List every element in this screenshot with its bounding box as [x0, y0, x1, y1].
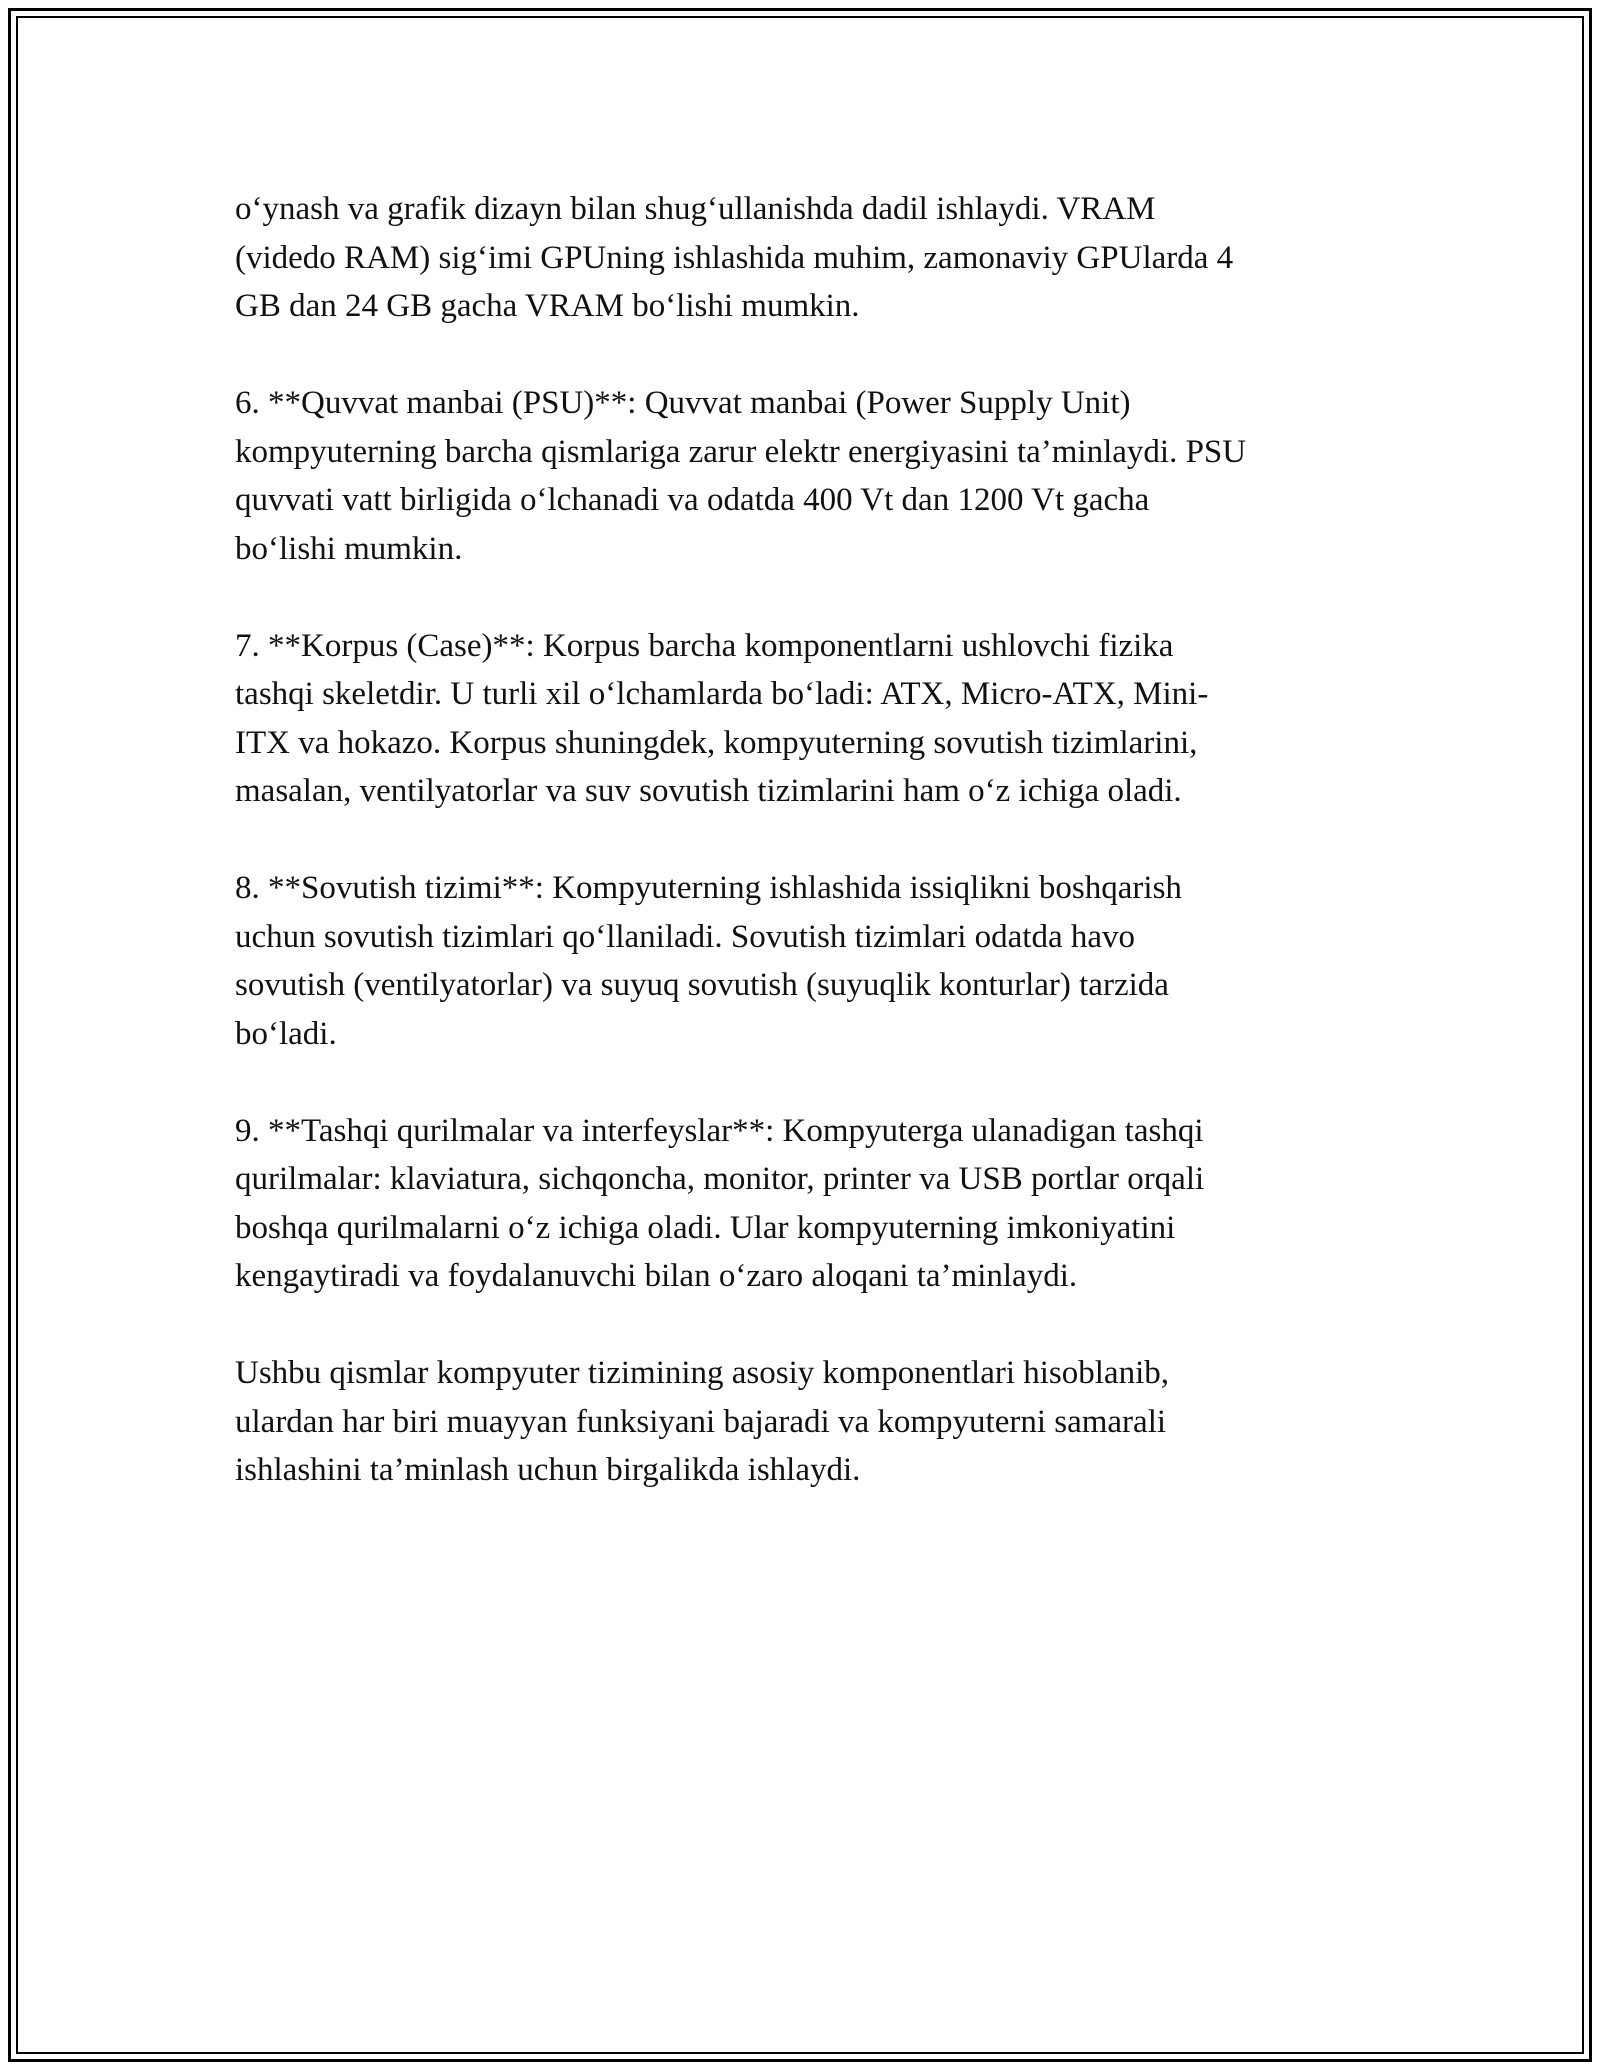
paragraph-gpu-vram: o‘ynash va grafik dizayn bilan shug‘ullanishda dadil ishlaydi. VRAM (videdo RAM) sig‘imi GPUning ishlashida muhim, zamonaviy GPUlarda 4 GB dan 24 GB gacha VRAM bo‘lishi mumkin. — [235, 191, 1234, 324]
paragraph-cooling: 8. **Sovutish tizimi**: Kompyuterning ishlashida issiqlikni boshqarish uchun sovutish tizimlari qo‘llaniladi. Sovutish tizimlari odatda havo sovutish (ventilyatorlar) va suyuq sovutish (suyuqlik konturlar) tarzida bo‘ladi. — [235, 870, 1182, 1052]
document-body — [235, 185, 1385, 1543]
paragraph-summary: Ushbu qismlar kompyuter tizimining asosiy komponentlari hisoblanib, ulardan har biri muayyan funksiyani bajaradi va kompyuterni samarali ishlashini ta’minlash uchun birgalikda ishlaydi. — [235, 1355, 1169, 1488]
paragraph-case: 7. **Korpus (Case)**: Korpus barcha komponentlarni ushlovchi fizika tashqi skeletdir. U turli xil o‘lchamlarda bo‘ladi: ATX, Micro-ATX, Mini- ITX va hokazo. Korpus shuningdek, kompyuterning sovutish tizimlarini, masalan, ventilyatorlar va suv sovutish tizimlarini ham o‘z ichiga oladi. — [235, 627, 1209, 809]
paragraph-psu: 6. **Quvvat manbai (PSU)**: Quvvat manbai (Power Supply Unit) kompyuterning barcha qismlariga zarur elektr energiyasini ta’minlaydi. PSU quvvati vatt birligida o‘lchanadi va odatda 400 Vt dan 1200 Vt gacha bo‘lishi mumkin. — [235, 385, 1247, 567]
paragraph-peripherals: 9. **Tashqi qurilmalar va interfeyslar**: Kompyuterga ulanadigan tashqi qurilmalar: klaviatura, sichqoncha, monitor, printer va USB portlar orqali boshqa qurilmalarni o‘z ichiga oladi. Ular kompyuterning imkoniyatini kengaytiradi va foydalanuvchi bilan o‘zaro aloqani ta’minlaydi. — [235, 1112, 1205, 1294]
